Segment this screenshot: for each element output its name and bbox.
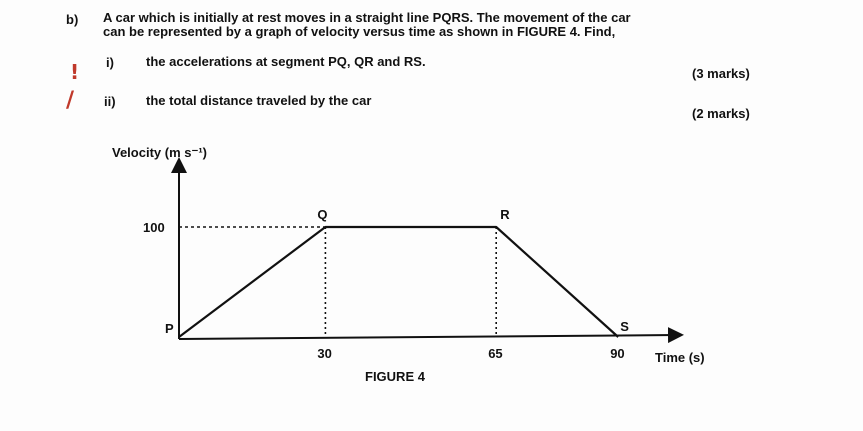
figure-caption: FIGURE 4 [365, 369, 425, 384]
x-axis-label: Time (s) [655, 350, 705, 365]
x-tick-label: 30 [317, 346, 332, 361]
point-label: Q [317, 207, 328, 222]
point-label: R [500, 207, 510, 222]
subquestion-i-marks: (3 marks) [692, 66, 750, 81]
subquestion-ii-marks: (2 marks) [692, 106, 750, 121]
y-axis-label: Velocity (m s⁻¹) [112, 145, 207, 160]
subquestion-i-label: i) [106, 55, 114, 70]
subquestion-i-text: the accelerations at segment PQ, QR and RS. [146, 54, 426, 69]
subquestion-ii-label: ii) [104, 94, 116, 109]
check-mark: / [66, 88, 75, 113]
y-tick-label: 100 [143, 220, 165, 235]
x-tick-label: 90 [610, 346, 625, 361]
point-label: P [165, 321, 174, 336]
check-mark: ! [70, 60, 80, 84]
subquestion-ii-text: the total distance traveled by the car [146, 93, 372, 108]
x-tick-label: 65 [488, 346, 503, 361]
velocity-series-line [179, 227, 618, 337]
point-label: S [620, 319, 629, 334]
x-axis [179, 335, 676, 339]
question-stem-line-2: can be represented by a graph of velocity versus time as shown in FIGURE 4. Find, [103, 24, 616, 39]
part-label: b) [66, 12, 79, 27]
question-stem-line-1: A car which is initially at rest moves in a straight line PQRS. The movement of the car [103, 10, 631, 25]
